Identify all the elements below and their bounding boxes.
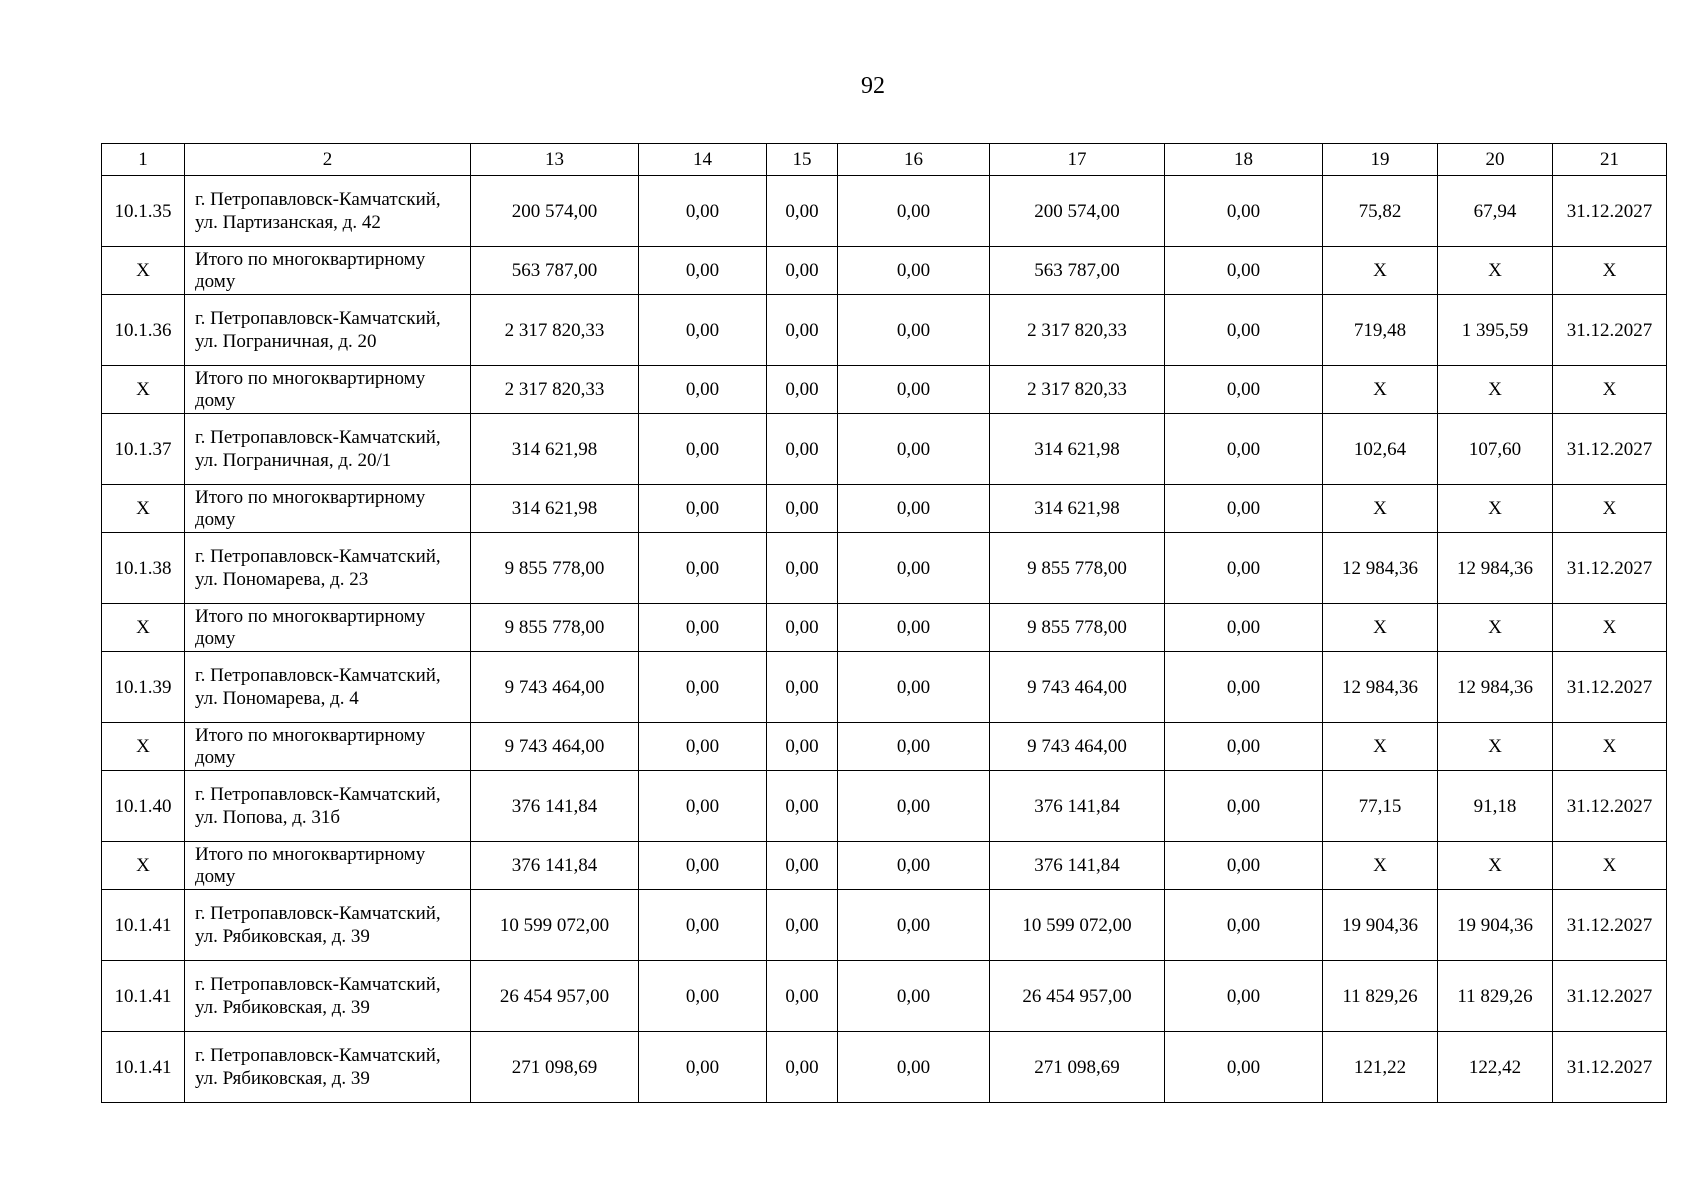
table-cell: 75,82: [1323, 176, 1438, 247]
table-cell: 31.12.2027: [1553, 414, 1667, 485]
table-cell: 0,00: [1165, 890, 1323, 961]
table-cell: X: [102, 366, 185, 414]
table-cell: Итого по многоквартирному дому: [185, 366, 471, 414]
column-header: 14: [639, 144, 767, 176]
table-cell: 0,00: [639, 1032, 767, 1103]
table-cell: 0,00: [838, 961, 990, 1032]
table-cell: 0,00: [767, 961, 838, 1032]
table-cell: 0,00: [838, 295, 990, 366]
table-cell: X: [102, 723, 185, 771]
table-cell: 11 829,26: [1438, 961, 1553, 1032]
header-row: [102, 144, 1667, 176]
table-cell: Итого по многоквартирному дому: [185, 604, 471, 652]
table-cell: 10 599 072,00: [990, 890, 1165, 961]
table-cell: 0,00: [1165, 533, 1323, 604]
table-cell: 12 984,36: [1438, 652, 1553, 723]
table-cell: 0,00: [838, 604, 990, 652]
table-cell: 0,00: [1165, 414, 1323, 485]
table-cell: г. Петропавловск-Камчатский, ул. Пограничная, д. 20: [185, 295, 471, 366]
table-cell: 26 454 957,00: [990, 961, 1165, 1032]
table-row-total: [102, 247, 1667, 295]
table-cell: 12 984,36: [1323, 533, 1438, 604]
table-cell: 0,00: [767, 295, 838, 366]
table-cell: 67,94: [1438, 176, 1553, 247]
table-cell: 10.1.38: [102, 533, 185, 604]
table-row-total: [102, 723, 1667, 771]
table-cell: 1 395,59: [1438, 295, 1553, 366]
table-cell: 91,18: [1438, 771, 1553, 842]
table-cell: 0,00: [767, 247, 838, 295]
column-header: 20: [1438, 144, 1553, 176]
table-cell: Итого по многоквартирному дому: [185, 247, 471, 295]
column-header: 2: [185, 144, 471, 176]
table-cell: 0,00: [767, 842, 838, 890]
table-cell: X: [102, 842, 185, 890]
column-header: 18: [1165, 144, 1323, 176]
table-cell: 9 743 464,00: [990, 723, 1165, 771]
table-row: [102, 890, 1667, 961]
table-cell: 0,00: [639, 247, 767, 295]
table-row-total: [102, 604, 1667, 652]
table-body: [102, 176, 1667, 1103]
table-cell: 2 317 820,33: [990, 366, 1165, 414]
table-cell: 0,00: [639, 414, 767, 485]
table-cell: 107,60: [1438, 414, 1553, 485]
table-cell: 0,00: [838, 1032, 990, 1103]
table-cell: 0,00: [838, 485, 990, 533]
table-cell: 0,00: [1165, 961, 1323, 1032]
table-cell: 0,00: [838, 652, 990, 723]
table-cell: 0,00: [1165, 1032, 1323, 1103]
table-cell: X: [1553, 842, 1667, 890]
table-cell: 0,00: [838, 842, 990, 890]
table-cell: X: [102, 247, 185, 295]
column-header: 15: [767, 144, 838, 176]
table-cell: г. Петропавловск-Камчатский, ул. Рябиковская, д. 39: [185, 961, 471, 1032]
table-cell: 10.1.41: [102, 961, 185, 1032]
column-header: 17: [990, 144, 1165, 176]
table-row: [102, 176, 1667, 247]
table-cell: 0,00: [1165, 176, 1323, 247]
table-cell: 0,00: [1165, 771, 1323, 842]
table-cell: X: [1438, 485, 1553, 533]
table-cell: 200 574,00: [471, 176, 639, 247]
table-cell: 0,00: [838, 771, 990, 842]
table-cell: 0,00: [639, 771, 767, 842]
table-cell: Итого по многоквартирному дому: [185, 485, 471, 533]
page-number: 92: [861, 73, 885, 99]
table-cell: 122,42: [1438, 1032, 1553, 1103]
table-cell: 10.1.36: [102, 295, 185, 366]
table-row: [102, 652, 1667, 723]
data-table: [101, 143, 1667, 1103]
table-cell: 0,00: [639, 604, 767, 652]
column-header: 21: [1553, 144, 1667, 176]
table-cell: 0,00: [1165, 652, 1323, 723]
table-cell: 376 141,84: [471, 771, 639, 842]
table-cell: 376 141,84: [471, 842, 639, 890]
table-cell: 77,15: [1323, 771, 1438, 842]
table-cell: 0,00: [1165, 247, 1323, 295]
table-cell: 314 621,98: [471, 485, 639, 533]
table-cell: 0,00: [1165, 723, 1323, 771]
table-cell: 0,00: [767, 533, 838, 604]
table-cell: X: [1323, 604, 1438, 652]
table-row: [102, 533, 1667, 604]
table-cell: 376 141,84: [990, 842, 1165, 890]
table-cell: 200 574,00: [990, 176, 1165, 247]
table-cell: г. Петропавловск-Камчатский, ул. Пономарева, д. 23: [185, 533, 471, 604]
table-cell: X: [1438, 366, 1553, 414]
table-cell: 10.1.41: [102, 1032, 185, 1103]
table-cell: 19 904,36: [1438, 890, 1553, 961]
table-cell: 0,00: [639, 295, 767, 366]
column-header: 16: [838, 144, 990, 176]
table-cell: 31.12.2027: [1553, 176, 1667, 247]
table-cell: X: [1438, 842, 1553, 890]
table-cell: X: [102, 485, 185, 533]
table-cell: 0,00: [767, 723, 838, 771]
table-cell: 0,00: [1165, 366, 1323, 414]
table-cell: X: [1438, 723, 1553, 771]
table-cell: 563 787,00: [990, 247, 1165, 295]
table-cell: 2 317 820,33: [990, 295, 1165, 366]
table-row: [102, 961, 1667, 1032]
table-cell: 10.1.39: [102, 652, 185, 723]
table-cell: 0,00: [1165, 485, 1323, 533]
table-cell: 0,00: [639, 366, 767, 414]
column-header: 13: [471, 144, 639, 176]
table-header: [102, 144, 1667, 176]
table-cell: 11 829,26: [1323, 961, 1438, 1032]
table-cell: X: [1553, 485, 1667, 533]
table-cell: 0,00: [639, 723, 767, 771]
table-cell: Итого по многоквартирному дому: [185, 723, 471, 771]
table-cell: X: [1323, 723, 1438, 771]
table-cell: 31.12.2027: [1553, 890, 1667, 961]
table-cell: X: [1323, 247, 1438, 295]
table-cell: 0,00: [838, 533, 990, 604]
table-cell: 0,00: [838, 176, 990, 247]
table-row: [102, 295, 1667, 366]
table-cell: 271 098,69: [990, 1032, 1165, 1103]
table-cell: 0,00: [639, 485, 767, 533]
table-cell: 9 743 464,00: [471, 652, 639, 723]
table-cell: 0,00: [639, 176, 767, 247]
table-cell: 121,22: [1323, 1032, 1438, 1103]
table-cell: 0,00: [767, 366, 838, 414]
table-cell: Итого по многоквартирному дому: [185, 842, 471, 890]
table-cell: 0,00: [767, 176, 838, 247]
table-row: [102, 771, 1667, 842]
table-cell: 0,00: [767, 652, 838, 723]
table-cell: X: [1323, 842, 1438, 890]
table-cell: 0,00: [767, 1032, 838, 1103]
table-cell: 0,00: [838, 366, 990, 414]
table-cell: 0,00: [639, 961, 767, 1032]
column-header: 19: [1323, 144, 1438, 176]
table-cell: 10.1.37: [102, 414, 185, 485]
table-cell: 314 621,98: [471, 414, 639, 485]
table-cell: 31.12.2027: [1553, 961, 1667, 1032]
table-cell: 31.12.2027: [1553, 771, 1667, 842]
table-cell: X: [1323, 485, 1438, 533]
table-cell: 102,64: [1323, 414, 1438, 485]
table-cell: 0,00: [1165, 842, 1323, 890]
table-cell: 12 984,36: [1438, 533, 1553, 604]
table-cell: 10.1.41: [102, 890, 185, 961]
table-cell: 10.1.35: [102, 176, 185, 247]
table-cell: X: [1323, 366, 1438, 414]
table-cell: 31.12.2027: [1553, 295, 1667, 366]
table-cell: X: [1438, 604, 1553, 652]
table-cell: г. Петропавловск-Камчатский, ул. Пономарева, д. 4: [185, 652, 471, 723]
table-row-total: [102, 842, 1667, 890]
table-cell: X: [1553, 723, 1667, 771]
table-row: [102, 1032, 1667, 1103]
table-cell: 9 855 778,00: [471, 604, 639, 652]
table-cell: 10.1.40: [102, 771, 185, 842]
table-row: [102, 414, 1667, 485]
table-cell: 31.12.2027: [1553, 533, 1667, 604]
table-cell: 0,00: [767, 890, 838, 961]
table-cell: 0,00: [838, 890, 990, 961]
table-cell: 0,00: [767, 771, 838, 842]
table-cell: 2 317 820,33: [471, 366, 639, 414]
table-cell: 9 855 778,00: [471, 533, 639, 604]
table-cell: X: [1553, 247, 1667, 295]
table-cell: 2 317 820,33: [471, 295, 639, 366]
table-cell: X: [1553, 366, 1667, 414]
table-cell: 26 454 957,00: [471, 961, 639, 1032]
table-cell: 9 743 464,00: [471, 723, 639, 771]
table-cell: 31.12.2027: [1553, 1032, 1667, 1103]
table-cell: X: [102, 604, 185, 652]
table-cell: 9 743 464,00: [990, 652, 1165, 723]
table-cell: 314 621,98: [990, 485, 1165, 533]
table-cell: 376 141,84: [990, 771, 1165, 842]
table-cell: X: [1553, 604, 1667, 652]
table-cell: 9 855 778,00: [990, 533, 1165, 604]
table-row-total: [102, 485, 1667, 533]
table-row-total: [102, 366, 1667, 414]
table-cell: г. Петропавловск-Камчатский, ул. Партизанская, д. 42: [185, 176, 471, 247]
table-cell: X: [1438, 247, 1553, 295]
table-cell: 563 787,00: [471, 247, 639, 295]
table-cell: 0,00: [767, 604, 838, 652]
table-cell: г. Петропавловск-Камчатский, ул. Попова, д. 31б: [185, 771, 471, 842]
table-cell: 314 621,98: [990, 414, 1165, 485]
table-cell: 0,00: [639, 890, 767, 961]
table-cell: 0,00: [838, 414, 990, 485]
table-cell: 12 984,36: [1323, 652, 1438, 723]
table-cell: г. Петропавловск-Камчатский, ул. Рябиковская, д. 39: [185, 890, 471, 961]
table-cell: 0,00: [639, 842, 767, 890]
table-cell: 0,00: [639, 652, 767, 723]
table-cell: 0,00: [838, 723, 990, 771]
table-cell: 10 599 072,00: [471, 890, 639, 961]
table-cell: 31.12.2027: [1553, 652, 1667, 723]
table-cell: 0,00: [639, 533, 767, 604]
table-cell: 271 098,69: [471, 1032, 639, 1103]
table-cell: 0,00: [838, 247, 990, 295]
table-cell: 719,48: [1323, 295, 1438, 366]
table-cell: 19 904,36: [1323, 890, 1438, 961]
table-cell: 0,00: [767, 485, 838, 533]
table-cell: 0,00: [1165, 295, 1323, 366]
table-cell: 0,00: [1165, 604, 1323, 652]
table-cell: 0,00: [767, 414, 838, 485]
table-cell: г. Петропавловск-Камчатский, ул. Пограничная, д. 20/1: [185, 414, 471, 485]
table-cell: г. Петропавловск-Камчатский, ул. Рябиковская, д. 39: [185, 1032, 471, 1103]
column-header: 1: [102, 144, 185, 176]
table-cell: 9 855 778,00: [990, 604, 1165, 652]
